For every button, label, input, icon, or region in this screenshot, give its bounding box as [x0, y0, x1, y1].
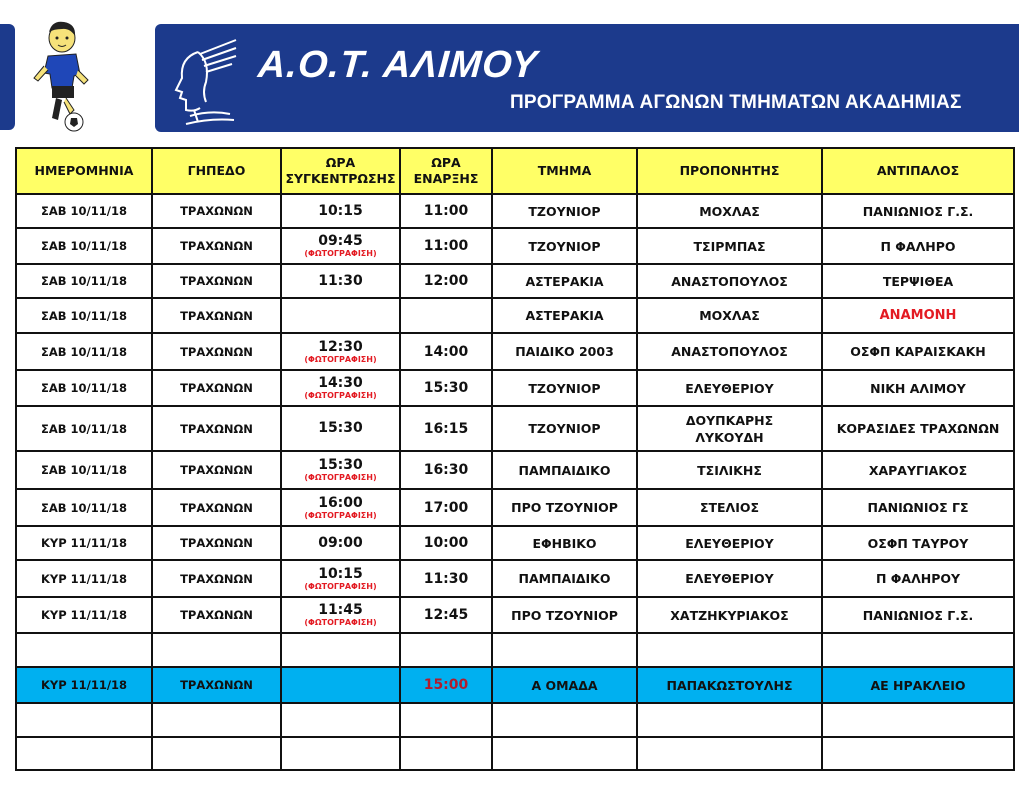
cell-coach — [637, 333, 822, 370]
hermes-head-logo-icon — [170, 32, 240, 128]
cell-start-time: 17:00 — [400, 489, 492, 526]
cell-start-time: 11:30 — [400, 560, 492, 597]
cell-team: Α ΟΜΑΔΑ — [492, 667, 637, 703]
cell-date: ΣΑΒ 10/11/18 — [16, 333, 152, 370]
cell-opponent: ΑΕ ΗΡΑΚΛΕΙΟ — [822, 667, 1014, 703]
gathering-time-value: 10:15 — [318, 565, 363, 582]
cell-start-time: 12:45 — [400, 597, 492, 633]
cell-gathering-time — [281, 451, 400, 489]
cell-date — [16, 737, 152, 770]
gathering-time-value: 14:30 — [318, 375, 363, 391]
cell-coach — [637, 228, 822, 264]
cell-date: ΣΑΒ 10/11/18 — [16, 370, 152, 406]
cell-date: ΚΥΡ 11/11/18 — [16, 597, 152, 633]
cell-coach — [637, 370, 822, 406]
table-row — [16, 597, 1014, 633]
cell-date: ΣΑΒ 10/11/18 — [16, 489, 152, 526]
cell-team: ΕΦΗΒΙΚΟ — [492, 526, 637, 560]
cell-team: ΠΡΟ ΤΖΟΥΝΙΟΡ — [492, 489, 637, 526]
cell-team: ΠΡΟ ΤΖΟΥΝΙΟΡ — [492, 597, 637, 633]
cell-coach — [637, 526, 822, 560]
cell-date: ΣΑΒ 10/11/18 — [16, 194, 152, 228]
cell-opponent: ΠΑΝΙΩΝΙΟΣ Γ.Σ. — [822, 194, 1014, 228]
cell-venue: ΤΡΑΧΩΝΩΝ — [152, 451, 281, 489]
cell-coach — [637, 597, 822, 633]
col-header-gathering-line1: ΩΡΑ — [325, 155, 356, 170]
cell-gathering-time — [281, 597, 400, 633]
cell-opponent: Π ΦΑΛΗΡΟ — [822, 228, 1014, 264]
cell-venue: ΤΡΑΧΩΝΩΝ — [152, 526, 281, 560]
cell-date: ΣΑΒ 10/11/18 — [16, 264, 152, 298]
cell-venue: ΤΡΑΧΩΝΩΝ — [152, 406, 281, 451]
col-header-start-line1: ΩΡΑ — [431, 155, 461, 170]
coach-name-secondary: ΛΥΚΟΥΔΗ — [695, 429, 764, 445]
gathering-time-value: 10:15 — [318, 202, 363, 219]
cell-gathering-time — [281, 298, 400, 333]
table-row — [16, 526, 1014, 560]
coach-name: ΜΟΧΛΑΣ — [699, 308, 760, 323]
cell-team: ΠΑΙΔΙΚΟ 2003 — [492, 333, 637, 370]
football-player-mascot-icon — [30, 18, 100, 134]
cell-coach — [637, 194, 822, 228]
table-row — [16, 406, 1014, 451]
gathering-time-value: 11:30 — [318, 272, 363, 289]
col-header-team: ΤΜΗΜΑ — [492, 148, 637, 194]
cell-opponent: Π ΦΑΛΗΡΟΥ — [822, 560, 1014, 597]
coach-name: ΠΑΠΑΚΩΣΤΟΥΛΗΣ — [666, 677, 793, 693]
cell-opponent: ΟΣΦΠ ΚΑΡΑΙΣΚΑΚΗ — [822, 333, 1014, 370]
cell-venue: ΤΡΑΧΩΝΩΝ — [152, 194, 281, 228]
cell-opponent — [822, 633, 1014, 667]
col-header-date: ΗΜΕΡΟΜΗΝΙΑ — [16, 148, 152, 194]
coach-name: ΑΝΑΣΤΟΠΟΥΛΟΣ — [671, 273, 788, 289]
coach-name: ΣΤΕΛΙΟΣ — [699, 500, 760, 515]
cell-team: ΠΑΜΠΑΙΔΙΚΟ — [492, 451, 637, 489]
cell-date: ΣΑΒ 10/11/18 — [16, 298, 152, 333]
coach-name: ΑΝΑΣΤΟΠΟΥΛΟΣ — [671, 344, 788, 359]
cell-opponent: ΧΑΡΑΥΓΙΑΚΟΣ — [822, 451, 1014, 489]
table-row — [16, 560, 1014, 597]
col-header-coach: ΠΡΟΠΟΝΗΤΗΣ — [637, 148, 822, 194]
coach-name: ΤΣΙΡΜΠΑΣ — [693, 238, 766, 254]
page-subtitle: ΠΡΟΓΡΑΜΜΑ ΑΓΩΝΩΝ ΤΜΗΜΑΤΩΝ ΑΚΑΔΗΜΙΑΣ — [510, 92, 962, 113]
cell-gathering-time — [281, 560, 400, 597]
table-row — [16, 633, 1014, 667]
cell-opponent: ΝΙΚΗ ΑΛΙΜΟΥ — [822, 370, 1014, 406]
cell-coach — [637, 298, 822, 333]
cell-opponent: ΑΝΑΜΟΝΗ — [822, 298, 1014, 333]
cell-start-time: 11:00 — [400, 228, 492, 264]
cell-gathering-time — [281, 703, 400, 737]
coach-name: ΧΑΤΖΗΚΥΡΙΑΚΟΣ — [670, 607, 789, 623]
table-row — [16, 194, 1014, 228]
cell-coach — [637, 560, 822, 597]
col-header-gathering-line2: ΣΥΓΚΕΝΤΡΩΣΗΣ — [285, 171, 396, 186]
table-row — [16, 489, 1014, 526]
cell-coach — [637, 737, 822, 770]
cell-date — [16, 633, 152, 667]
cell-start-time: 15:00 — [400, 667, 492, 703]
cell-gathering-time — [281, 489, 400, 526]
cell-venue: ΤΡΑΧΩΝΩΝ — [152, 597, 281, 633]
coach-name: ΕΛΕΥΘΕΡΙΟΥ — [685, 571, 774, 586]
cell-venue: ΤΡΑΧΩΝΩΝ — [152, 228, 281, 264]
gathering-time-value: 15:30 — [318, 420, 363, 436]
cell-opponent: ΚΟΡΑΣΙΔΕΣ ΤΡΑΧΩΝΩΝ — [822, 406, 1014, 451]
header-banner — [155, 24, 1019, 132]
left-decorative-bar — [0, 24, 15, 130]
cell-team: ΑΣΤΕΡΑΚΙΑ — [492, 298, 637, 333]
cell-coach — [637, 451, 822, 489]
cell-start-time: 10:00 — [400, 526, 492, 560]
cell-coach — [637, 406, 822, 451]
cell-venue — [152, 703, 281, 737]
gathering-time-value: 09:00 — [318, 534, 363, 551]
gathering-time-value: 11:45 — [318, 602, 363, 618]
cell-gathering-time — [281, 194, 400, 228]
cell-opponent — [822, 703, 1014, 737]
cell-date: ΚΥΡ 11/11/18 — [16, 667, 152, 703]
table-row — [16, 333, 1014, 370]
cell-venue: ΤΡΑΧΩΝΩΝ — [152, 370, 281, 406]
match-schedule-table — [15, 147, 1015, 771]
cell-venue — [152, 737, 281, 770]
gathering-time-value: 15:30 — [318, 457, 363, 473]
table-header-row — [16, 148, 1014, 194]
cell-opponent: ΠΑΝΙΩΝΙΟΣ Γ.Σ. — [822, 597, 1014, 633]
cell-start-time — [400, 633, 492, 667]
cell-start-time: 16:30 — [400, 451, 492, 489]
cell-gathering-time — [281, 633, 400, 667]
cell-gathering-time — [281, 264, 400, 298]
cell-gathering-time — [281, 228, 400, 264]
cell-start-time — [400, 737, 492, 770]
cell-team: ΤΖΟΥΝΙΟΡ — [492, 370, 637, 406]
cell-start-time: 16:15 — [400, 406, 492, 451]
table-row — [16, 228, 1014, 264]
photo-session-note: (ΦΩΤΟΓΡΑΦΙΣΗ) — [304, 391, 377, 400]
photo-session-note: (ΦΩΤΟΓΡΑΦΙΣΗ) — [304, 473, 377, 482]
coach-name: ΤΣΙΛΙΚΗΣ — [697, 462, 762, 478]
cell-team: ΠΑΜΠΑΙΔΙΚΟ — [492, 560, 637, 597]
photo-session-note: (ΦΩΤΟΓΡΑΦΙΣΗ) — [304, 618, 377, 627]
table-row — [16, 667, 1014, 703]
cell-start-time: 15:30 — [400, 370, 492, 406]
cell-team: ΤΖΟΥΝΙΟΡ — [492, 194, 637, 228]
cell-coach — [637, 633, 822, 667]
cell-gathering-time — [281, 370, 400, 406]
cell-coach — [637, 703, 822, 737]
cell-gathering-time — [281, 667, 400, 703]
cell-start-time: 12:00 — [400, 264, 492, 298]
cell-coach — [637, 667, 822, 703]
club-name: Α.Ο.Τ. ΑΛΙΜΟΥ — [256, 44, 540, 86]
table-row — [16, 703, 1014, 737]
cell-date: ΣΑΒ 10/11/18 — [16, 451, 152, 489]
cell-venue: ΤΡΑΧΩΝΩΝ — [152, 333, 281, 370]
cell-start-time: 14:00 — [400, 333, 492, 370]
cell-team — [492, 633, 637, 667]
cell-gathering-time — [281, 333, 400, 370]
cell-opponent — [822, 737, 1014, 770]
cell-gathering-time — [281, 406, 400, 451]
table-row — [16, 737, 1014, 770]
cell-date: ΚΥΡ 11/11/18 — [16, 526, 152, 560]
cell-venue: ΤΡΑΧΩΝΩΝ — [152, 560, 281, 597]
cell-date: ΚΥΡ 11/11/18 — [16, 560, 152, 597]
cell-start-time: 11:00 — [400, 194, 492, 228]
coach-name: ΕΛΕΥΘΕΡΙΟΥ — [685, 380, 774, 396]
table-row — [16, 264, 1014, 298]
cell-start-time — [400, 703, 492, 737]
gathering-time-value: 12:30 — [318, 338, 363, 355]
gathering-time-value: 09:45 — [318, 233, 363, 249]
cell-coach — [637, 264, 822, 298]
coach-name: ΔΟΥΠΚΑΡΗΣ — [685, 412, 774, 428]
cell-venue: ΤΡΑΧΩΝΩΝ — [152, 264, 281, 298]
cell-opponent: ΤΕΡΨΙΘΕΑ — [822, 264, 1014, 298]
col-header-opponent: ΑΝΤΙΠΑΛΟΣ — [822, 148, 1014, 194]
cell-venue: ΤΡΑΧΩΝΩΝ — [152, 298, 281, 333]
cell-venue: ΤΡΑΧΩΝΩΝ — [152, 489, 281, 526]
cell-venue: ΤΡΑΧΩΝΩΝ — [152, 667, 281, 703]
table-row — [16, 298, 1014, 333]
coach-name: ΕΛΕΥΘΕΡΙΟΥ — [685, 535, 774, 551]
cell-coach — [637, 489, 822, 526]
coach-name: ΜΟΧΛΑΣ — [699, 203, 760, 219]
cell-opponent: ΟΣΦΠ ΤΑΥΡΟΥ — [822, 526, 1014, 560]
photo-session-note: (ΦΩΤΟΓΡΑΦΙΣΗ) — [304, 581, 377, 591]
col-header-venue: ΓΗΠΕΔΟ — [152, 148, 281, 194]
cell-venue — [152, 633, 281, 667]
cell-gathering-time — [281, 737, 400, 770]
cell-gathering-time — [281, 526, 400, 560]
col-header-start-time — [400, 148, 492, 194]
cell-date — [16, 703, 152, 737]
photo-session-note: (ΦΩΤΟΓΡΑΦΙΣΗ) — [304, 510, 377, 520]
cell-team — [492, 703, 637, 737]
cell-opponent: ΠΑΝΙΩΝΙΟΣ ΓΣ — [822, 489, 1014, 526]
cell-team — [492, 737, 637, 770]
col-header-start-line2: ΕΝΑΡΞΗΣ — [413, 171, 479, 186]
table-row — [16, 451, 1014, 489]
col-header-gathering-time — [281, 148, 400, 194]
photo-session-note: (ΦΩΤΟΓΡΑΦΙΣΗ) — [304, 354, 377, 364]
photo-session-note: (ΦΩΤΟΓΡΑΦΙΣΗ) — [304, 249, 377, 258]
cell-start-time — [400, 298, 492, 333]
cell-team: ΤΖΟΥΝΙΟΡ — [492, 228, 637, 264]
cell-date: ΣΑΒ 10/11/18 — [16, 406, 152, 451]
cell-team: ΤΖΟΥΝΙΟΡ — [492, 406, 637, 451]
table-row — [16, 370, 1014, 406]
cell-team: ΑΣΤΕΡΑΚΙΑ — [492, 264, 637, 298]
gathering-time-value: 16:00 — [318, 494, 363, 511]
cell-date: ΣΑΒ 10/11/18 — [16, 228, 152, 264]
